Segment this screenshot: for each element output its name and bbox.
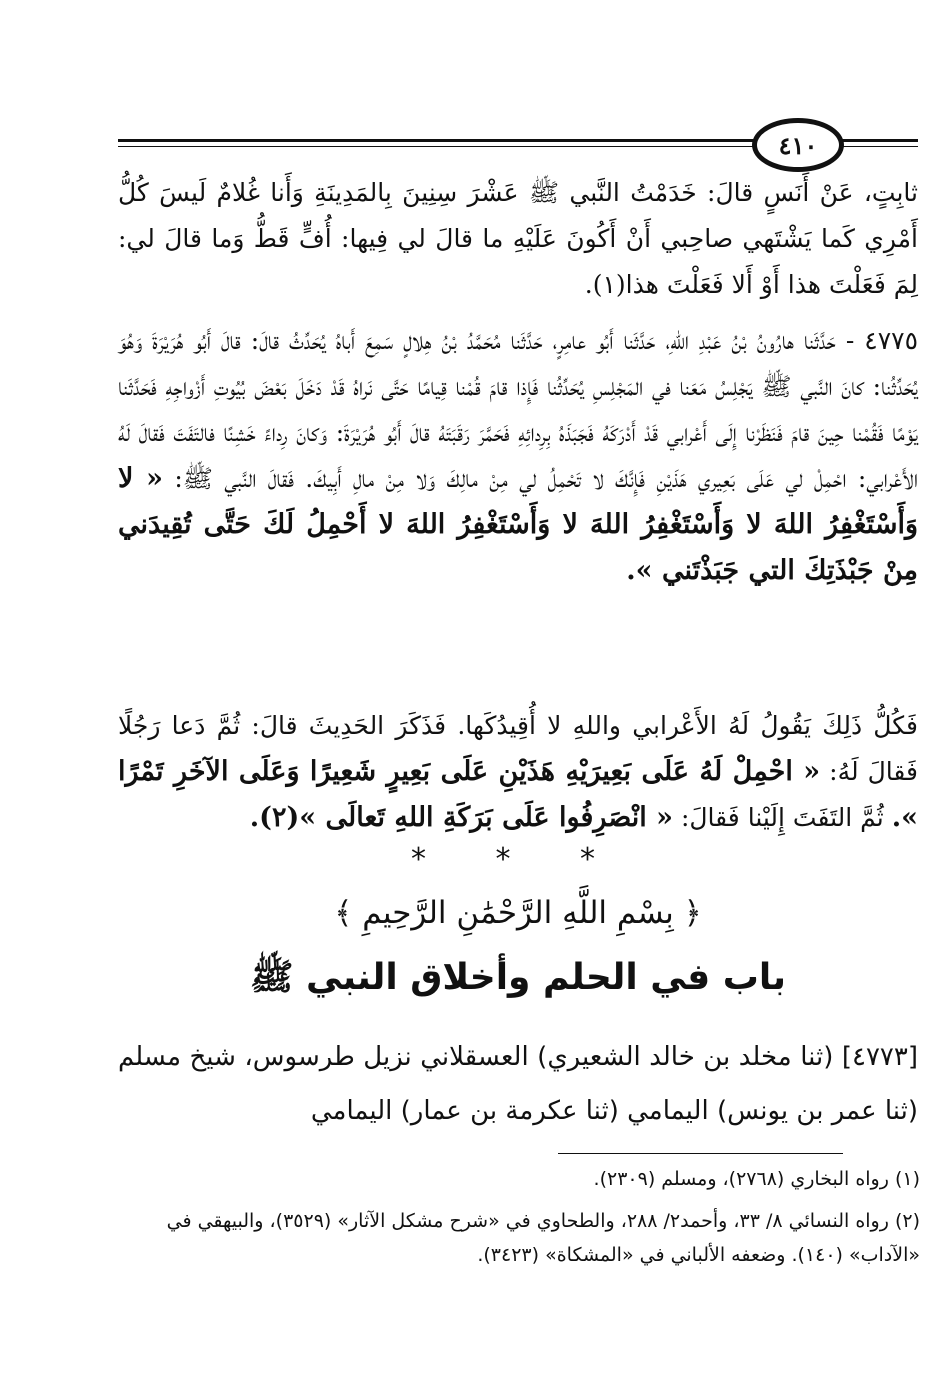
page-number: ٤١٠ bbox=[752, 118, 844, 172]
commentary-paragraph: [٤٧٧٣] (ثنا مخلد بن خالد الشعيري) العسقلاني نزيل طرسوس، شيخ مسلم (ثنا عمر بن يونس) اليمامي (ثنا عكرمة بن عمار) اليمامي bbox=[118, 1042, 918, 1126]
prophet-quote: « لا وَأَسْتَغْفِرُ اللهَ لا وَأَسْتَغْفِرُ اللهَ لا وَأَسْتَغْفِرُ اللهَ لا أَحْمِلُ لَكَ حَتَّى تُقِيدَني مِنْ جَبْذَتِكَ التي جَبَذْتَني ». bbox=[118, 463, 918, 586]
paragraph-hadith-anas: ثابِتٍ، عَنْ أَنَسٍ قالَ: خَدَمْتُ النَّبي ﷺ عَشْرَ سِنِينَ بِالمَدِينَةِ وَأَنا غُلامٌ لَيسَ كُلُّ أَمْرِي كَما يَشْتَهي صاحِبي أَنْ أَكُونَ عَلَيْهِ ما قالَ لي فِيها: أُفٍّ قَطُّ وَما قالَ لي: لِمَ فَعَلْتَ هذا أَوْ أَلا فَعَلْتَ هذا(١). bbox=[118, 178, 918, 299]
narration-continued: فَكُلُّ ذَلِكَ يَقُولُ لَهُ الأَعْرابي واللهِ لا أُقِيدُكَها. فَذَكَرَ الحَدِيثَ قالَ: ثُمَّ دَعا رَجُلًا فَقالَ لَهُ: bbox=[118, 711, 918, 786]
prophet-quote-2: « احْمِلْ لَهُ عَلَى بَعِيرَيْهِ هَذَيْنِ عَلَى بَعِيرٍ شَعِيرًا وَعَلَى الآخَرِ تَمْرًا ». bbox=[118, 756, 918, 833]
section-separator-stars: * * * bbox=[410, 842, 626, 877]
hadith-narration-text: ٤٧٧٥ - حَدَّثَنا هارُونُ بْنُ عَبْدِ اللهِ، حَدَّثَنا أَبُو عامِرٍ، حَدَّثَنا مُحَمَّدُ بْنُ هِلالٍ سَمِعَ أَباهُ يُحَدِّثُ قالَ: قالَ أَبُو هُرَيْرَةَ وَهُوَ يُحَدِّثُنا: كانَ النَّبي ﷺ يَجْلِسُ مَعَنا في المَجْلِسِ يُحَدِّثُنا فَإِذا قامَ قُمْنا قِيامًا حَتَّى نَراهُ قَدْ دَخَلَ بَعْضَ بُيُوتِ أَزْواجِهِ فَحَدَّثَنا يَوْمًا فَقُمْنا حِينَ قامَ فَنَظَرْنا إِلَى أَعْرابي قَدْ أَدْرَكَهُ فَجَبَذَهُ بِرِدائِهِ فَحَمَّرَ رَقَبَتَهُ قالَ أَبُو هُرَيْرَةَ: وَكانَ رِداءً خَشِنًا فالتَفَتَ فَقالَ لَهُ الأَعْرابي: احْمِلْ لي عَلَى بَعِيري هَذَيْنِ فَإِنَّكَ لا تَحْمِلُ لي مِنْ مالِكَ وَلا مِنْ مالِ أَبِيكَ. فَقالَ النَّبي ﷺ: bbox=[118, 326, 918, 493]
paragraph-hadith-4775 bbox=[118, 318, 947, 703]
footnote-2: (٢) رواه النسائي ٨/ ٣٣، وأحمد٢/ ٢٨٨، والطحاوي في «شرح مشكل الآثار» (٣٥٢٩)، والبيهقي في «الآداب» (١٤٠). وضعفه الألباني في «المشكاة» (٣٤٢٣). bbox=[166, 1210, 920, 1266]
basmala: ﴿ بِسْمِ اللَّهِ الرَّحْمَٰنِ الرَّحِيمِ ﴾ bbox=[334, 895, 702, 931]
paragraph-hadith-continued bbox=[118, 703, 947, 843]
footnote-1: (١) رواه البخاري (٢٧٦٨)، ومسلم (٢٣٠٩). bbox=[593, 1168, 920, 1190]
footnotes bbox=[110, 1162, 920, 1280]
footnote-divider bbox=[558, 1153, 843, 1154]
prophet-quote-3: « انْصَرِفُوا عَلَى بَرَكَةِ اللهِ تَعالَى »(٢). bbox=[249, 802, 673, 833]
chapter-title: باب في الحلم وأخلاق النبي ﷺ bbox=[250, 957, 786, 998]
narration-turn: ثُمَّ التَفَتَ إِلَيْنا فَقالَ: bbox=[680, 803, 884, 832]
